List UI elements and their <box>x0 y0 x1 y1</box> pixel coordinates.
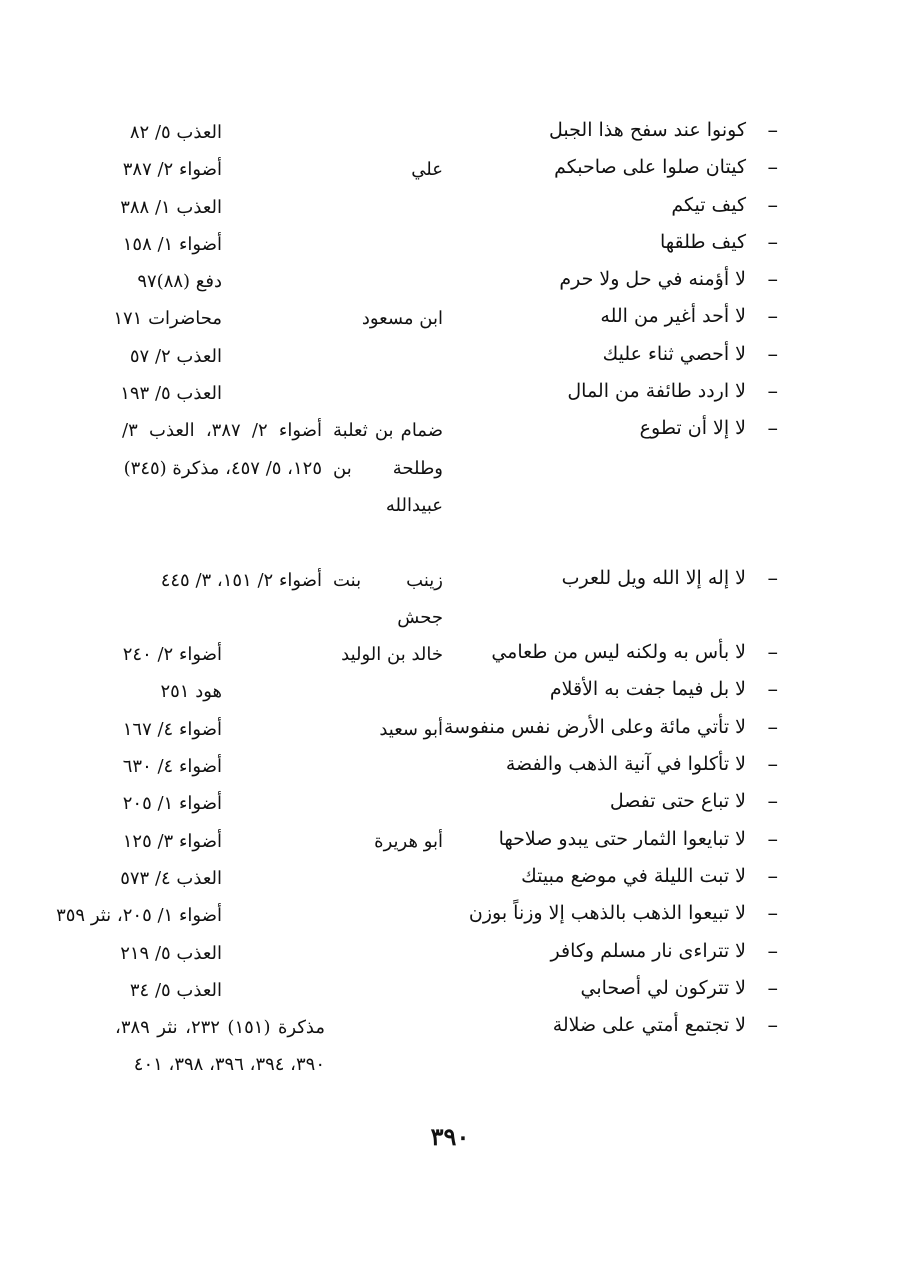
source-reference: العذب ٥/ ٨٢ <box>129 122 222 143</box>
source-reference: أضواء ١/ ٢٠٥ <box>122 793 222 815</box>
entry-dash: – <box>767 714 778 739</box>
hadith-text: لا أحد أغير من الله <box>600 305 746 328</box>
hadith-text: لا أحصي ثناء عليك <box>602 342 746 365</box>
index-entry <box>0 634 900 671</box>
index-entry <box>0 671 900 708</box>
narrator-name: أبو هريرة <box>374 830 443 852</box>
source-reference: العذب ٥/ ٣٤ <box>129 979 222 1001</box>
source-reference: أضواء ١/ ١٥٨ <box>122 233 222 255</box>
narrator-name: ابن مسعود <box>361 308 443 330</box>
index-entry <box>0 298 900 335</box>
hadith-text: لا تتراءى نار مسلم وكافر <box>550 939 746 962</box>
hadith-text: كيف تيكم <box>671 193 746 216</box>
hadith-text: لا تباع حتى تفصل <box>609 790 746 813</box>
index-entry <box>0 373 900 410</box>
entry-dash: – <box>767 118 778 142</box>
page-number: ٣٩٠ <box>430 1122 470 1151</box>
index-entry <box>0 783 900 820</box>
index-entry <box>0 895 900 932</box>
index-entry <box>0 746 900 783</box>
index-entry <box>0 821 900 858</box>
entry-dash: – <box>767 1013 778 1038</box>
index-entry <box>0 224 900 261</box>
entry-dash: – <box>767 901 778 926</box>
source-reference: دفع (٨٨)٩٧ <box>137 271 222 293</box>
entry-dash: – <box>767 752 778 777</box>
hadith-text: لا تبايعوا الثمار حتى يبدو صلاحها <box>498 827 746 850</box>
source-reference: مذكرة (١٥١) ٢٣٢، نثر ٣٨٩، ٣٩٠، ٣٩٤، ٣٩٦، ٣٩٨، ٤٠١ <box>115 1017 325 1076</box>
hadith-text: كيتان صلوا على صاحبكم <box>554 156 746 179</box>
hadith-text: كيف طلقها <box>659 230 746 253</box>
entry-dash: – <box>767 267 778 292</box>
source-reference: هود ٢٥١ <box>160 681 222 703</box>
source-reference: أضواء ١/ ٢٠٥، نثر ٣٥٩ <box>56 905 222 927</box>
hadith-text: لا تأتي مائة وعلى الأرض نفس منفوسة <box>443 715 746 738</box>
entry-dash: – <box>767 826 778 851</box>
entry-dash: – <box>767 863 778 888</box>
hadith-text: لا تجتمع أمتي على ضلالة <box>552 1014 746 1037</box>
source-reference: أضواء ٢/ ١٥١، ٣/ ٤٤٥ <box>160 569 322 591</box>
index-entry <box>0 336 900 373</box>
entry-dash: – <box>767 341 778 366</box>
hadith-text: لا تأكلوا في آنية الذهب والفضة <box>505 753 746 776</box>
entry-dash: – <box>767 379 778 404</box>
source-reference: أضواء ٣/ ١٢٥ <box>122 830 222 852</box>
hadith-text: لا بل فيما جفت به الأقلام <box>549 678 746 701</box>
hadith-text: لا بأس به ولكنه ليس من طعامي <box>491 641 746 664</box>
source-reference: العذب ٤/ ٥٧٣ <box>120 867 222 889</box>
source-reference: أضواء ٤/ ٦٣٠ <box>122 756 222 778</box>
narrator-name: أبو سعيد <box>379 718 443 740</box>
hadith-text: لا إلا أن تطوع <box>639 417 746 440</box>
hadith-text: لا تبت الليلة في موضع مبيتك <box>521 864 746 887</box>
narrator-name: علي <box>411 159 443 181</box>
source-reference: أضواء ٢/ ٣٨٧ <box>122 159 222 181</box>
index-entry <box>0 1007 900 1119</box>
hadith-text: لا إله إلا الله ويل للعرب <box>561 566 746 589</box>
entry-dash: – <box>767 677 778 702</box>
entry-dash: – <box>767 938 778 963</box>
index-entry <box>0 858 900 895</box>
entry-dash: – <box>767 155 778 180</box>
index-entry <box>0 709 900 746</box>
index-entry <box>0 112 900 149</box>
hadith-text: كونوا عند سفح هذا الجبل <box>549 119 746 141</box>
source-reference: العذب ٥/ ٢١٩ <box>120 942 222 964</box>
index-entry <box>0 970 900 1007</box>
entry-dash: – <box>767 565 778 590</box>
entry-dash: – <box>767 229 778 254</box>
hadith-text: لا تتركون لي أصحابي <box>580 976 746 999</box>
source-reference: أضواء ٢/ ٣٨٧، العذب ٣/ ١٢٥، ٥/ ٤٥٧، مذكرة (٣٤٥) <box>122 420 322 479</box>
entry-dash: – <box>767 640 778 665</box>
hadith-text: لا اردد طائفة من المال <box>567 380 746 403</box>
narrator-name: ضمام بن ثعلبة وطلحة بن عبيدالله <box>333 420 443 516</box>
entry-dash: – <box>767 975 778 1000</box>
hadith-text: لا تبيعوا الذهب بالذهب إلا وزناً بوزن <box>468 902 746 925</box>
index-entry <box>0 187 900 224</box>
source-reference: العذب ٥/ ١٩٣ <box>120 383 222 405</box>
index-entry <box>0 410 900 559</box>
entry-dash: – <box>767 304 778 329</box>
index-entry <box>0 149 900 186</box>
source-reference: محاضرات ١٧١ <box>113 308 222 330</box>
entry-dash: – <box>767 416 778 441</box>
index-entry <box>0 560 900 635</box>
source-reference: أضواء ٤/ ١٦٧ <box>122 718 222 740</box>
index-entry <box>0 933 900 970</box>
source-reference: أضواء ٢/ ٢٤٠ <box>122 644 222 666</box>
entry-dash: – <box>767 192 778 217</box>
narrator-name: خالد بن الوليد <box>341 644 443 666</box>
source-reference: العذب ١/ ٣٨٨ <box>120 196 222 218</box>
entry-dash: – <box>767 789 778 814</box>
source-reference: العذب ٢/ ٥٧ <box>129 345 222 367</box>
index-entry <box>0 261 900 298</box>
narrator-name: زينب بنت جحش <box>333 569 443 628</box>
hadith-index-list <box>0 112 900 1119</box>
hadith-text: لا أؤمنه في حل ولا حرم <box>559 268 746 291</box>
